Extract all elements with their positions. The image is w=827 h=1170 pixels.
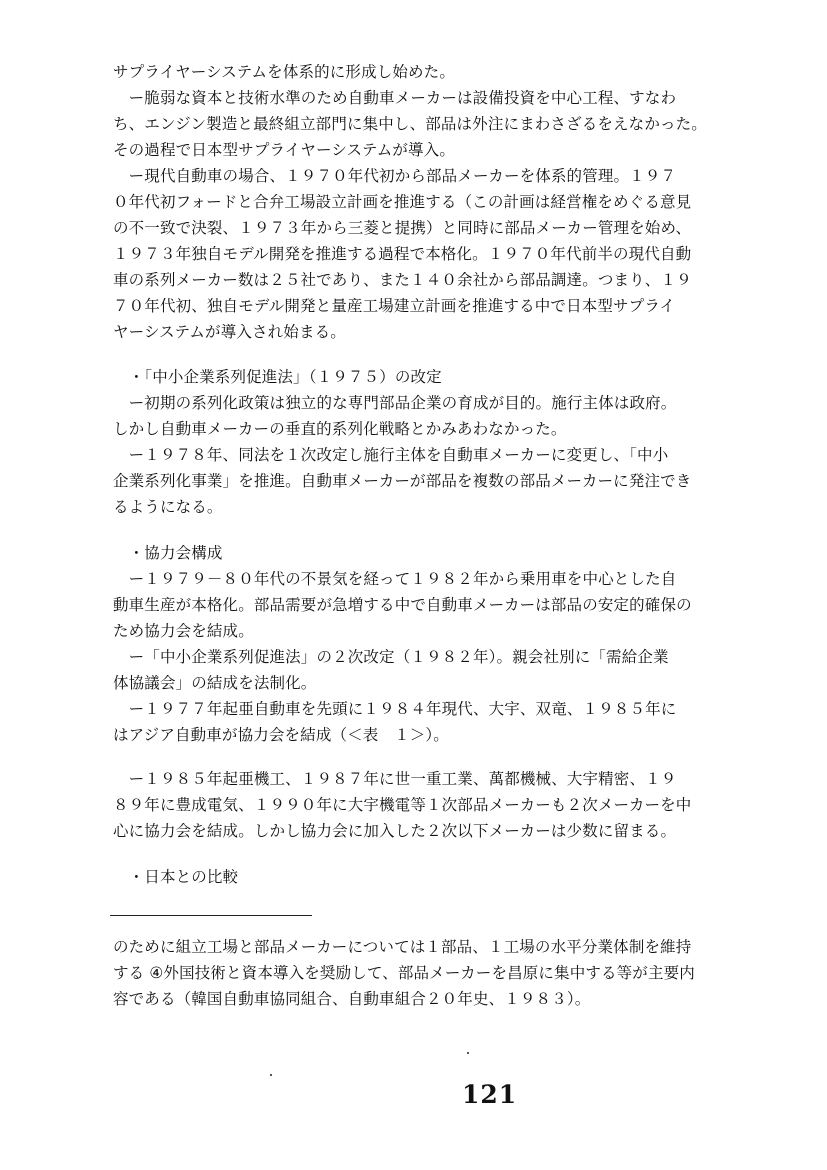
body-line: ８９年に豊成電気、１９９０年に大宇機電等１次部品メーカーも２次メーカーを中 xyxy=(113,796,692,814)
body-line: ー脆弱な資本と技術水準のため自動車メーカーは設備投資を中心工程、すなわ xyxy=(113,89,677,107)
body-line: ー１９７８年、同法を１次改定し施行主体を自動車メーカーに変更し、「中小 xyxy=(113,446,669,464)
body-line: はアジア自動車が協力会を結成（＜表 １＞）。 xyxy=(113,726,449,744)
body-line: るようになる。 xyxy=(113,498,223,516)
body-line: 心に協力会を結成。しかし協力会に加入した２次以下メーカーは少数に留まる。 xyxy=(113,822,677,840)
body-line: の不一致で決裂、１９７３年から三菱と提携）と同時に部品メーカー管理を始め、 xyxy=(113,219,692,237)
body-line: ち、エンジン製造と最終組立部門に集中し、部品は外注にまわさざるをえなかった。 xyxy=(113,115,707,133)
body-line: ー「中小企業系列促進法」の２次改定（１９８２年）。親会社別に「需給企業 xyxy=(113,648,669,666)
body-line: 企業系列化事業」を推進。自動車メーカーが部品を複数の部品メーカーに発注でき xyxy=(113,472,692,490)
body-line: ー初期の系列化政策は独立的な専門部品企業の育成が目的。施行主体は政府。 xyxy=(113,394,677,412)
body-line: サプライヤーシステムを体系的に形成し始めた。 xyxy=(113,63,455,81)
body-line: 体協議会」の結成を法制化。 xyxy=(113,674,317,692)
body-line: ０年代初フォードと合弁工場設立計画を推進する（この計画は経営権をめぐる意見 xyxy=(113,193,692,211)
body-line: しかし自動車メーカーの垂直的系列化戦略とかみあわなかった。 xyxy=(113,420,567,438)
page-number: 121 xyxy=(462,1080,518,1109)
body-line: ため協力会を結成。 xyxy=(113,622,254,640)
body-line: ヤーシステムが導入され始まる。 xyxy=(113,323,346,341)
body-line: 車の系列メーカー数は２５社であり、また１４０余社から部品調達。つまり、１９ xyxy=(113,271,692,289)
body-line: ー１９７７年起亜自動車を先頭に１９８４年現代、大宇、双竜、１９８５年に xyxy=(113,700,677,718)
footnote-line: する ④外国技術と資本導入を奨励して、部品メーカーを昌原に集中する等が主要内 xyxy=(113,964,695,982)
body-line: ７０年代初、独自モデル開発と量産工場建立計画を推進する中で日本型サプライ xyxy=(113,297,676,315)
section-heading: ・日本との比較 xyxy=(113,868,239,886)
footnote-line: のために組立工場と部品メーカーについては１部品、１工場の水平分業体制を維持 xyxy=(113,938,692,956)
section-heading: ・協力会構成 xyxy=(113,544,223,562)
section-heading: ・「中小企業系列促進法」（１９７５）の改定 xyxy=(113,368,442,386)
body-line: ー現代自動車の場合、１９７０年代初から部品メーカーを体系的管理。１９７ xyxy=(113,167,677,185)
scan-speck xyxy=(270,1074,272,1076)
body-line: ー１９７９－８０年代の不景気を経って１９８２年から乗用車を中心とした自 xyxy=(113,570,677,588)
body-line: ー１９８５年起亜機工、１９８７年に世一重工業、萬都機械、大宇精密、１９ xyxy=(113,770,677,788)
body-line: 動車生産が本格化。部品需要が急増する中で自動車メーカーは部品の安定的確保の xyxy=(113,596,692,614)
body-line: その過程で日本型サプライヤーシステムが導入。 xyxy=(113,141,455,159)
scan-speck xyxy=(467,1052,469,1054)
footnote-divider xyxy=(110,915,312,916)
footnote-line: 容である（韓国自動車協同組合、自動車組合２０年史、１９８３）。 xyxy=(113,990,591,1008)
body-line: １９７３年独自モデル開発を推進する過程で本格化。１９７０年代前半の現代自動 xyxy=(113,245,692,263)
